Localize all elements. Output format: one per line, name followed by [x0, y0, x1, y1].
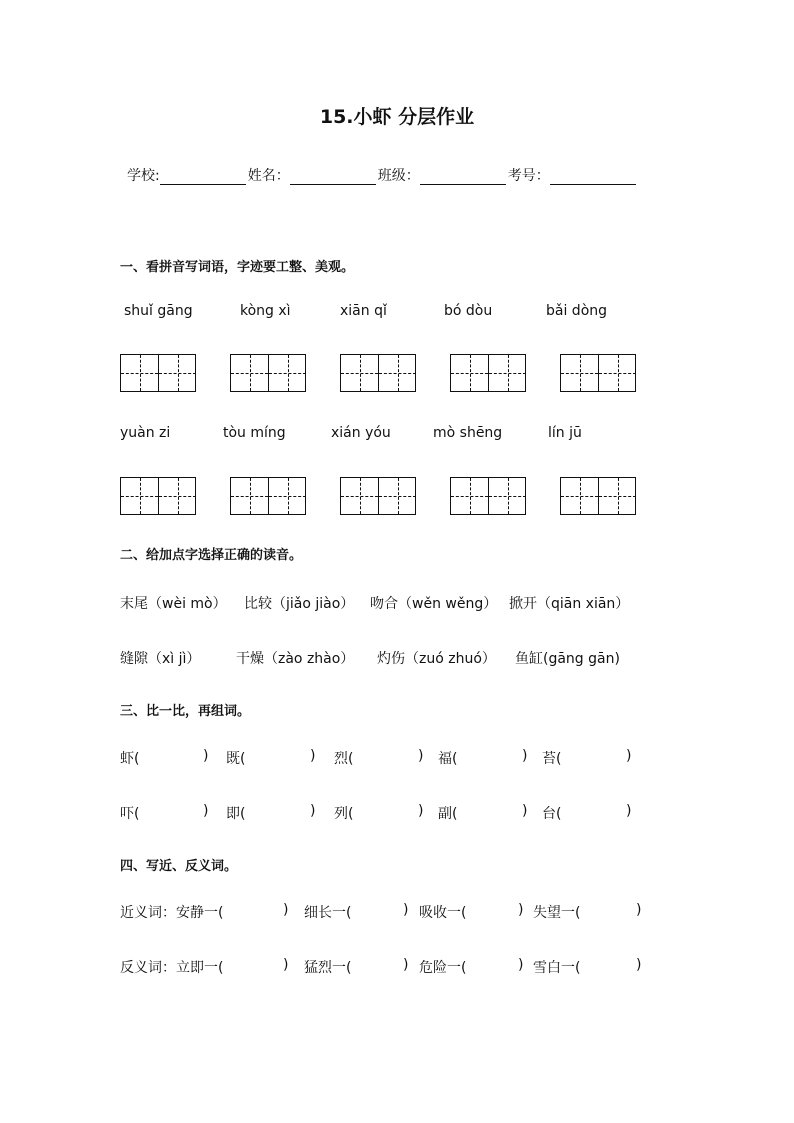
synonym-close: ) [403, 902, 409, 918]
compare-char: 台( [542, 806, 562, 822]
tianzige-box[interactable] [450, 477, 526, 515]
reading-item: 比较（jiǎo jiào） [244, 596, 355, 612]
antonym-item: 雪白一( [533, 960, 581, 976]
tianzige-box[interactable] [340, 354, 416, 392]
antonym-item: 危险一( [419, 960, 467, 976]
name-label: 姓名： [247, 168, 290, 184]
tianzige-box[interactable] [230, 477, 306, 515]
synonym-item: 吸收一( [419, 905, 467, 921]
compare-close: ) [310, 803, 316, 819]
tianzige-box[interactable] [560, 354, 636, 392]
compare-close: ) [522, 748, 528, 764]
antonym-close: ) [403, 957, 409, 973]
compare-char: 列( [334, 806, 354, 822]
section2-heading: 二、给加点字选择正确的读音。 [120, 548, 303, 563]
pinyin-item: mò shēng [433, 425, 503, 441]
compare-char: 烈( [334, 751, 354, 767]
compare-close: ) [418, 803, 424, 819]
synonym-close: ) [518, 902, 524, 918]
compare-char: 吓( [120, 806, 140, 822]
antonym-item: 反义词：立即一( [120, 960, 224, 976]
tianzige-box[interactable] [340, 477, 416, 515]
section4-heading: 四、写近、反义词。 [120, 859, 238, 874]
name-blank[interactable] [290, 170, 376, 185]
tianzige-box[interactable] [230, 354, 306, 392]
reading-item: 干燥（zào zhào） [236, 651, 355, 667]
compare-char: 福( [438, 751, 458, 767]
synonym-item: 近义词：安静一( [120, 905, 224, 921]
reading-item: 缝隙（xì jì） [120, 651, 201, 667]
tianzige-box[interactable] [560, 477, 636, 515]
antonym-close: ) [636, 957, 642, 973]
compare-close: ) [626, 803, 632, 819]
compare-close: ) [418, 748, 424, 764]
reading-item: 鱼缸(gāng gān) [515, 651, 620, 667]
synonym-close: ) [283, 902, 289, 918]
compare-close: ) [522, 803, 528, 819]
pinyin-item: yuàn zi [120, 425, 171, 441]
compare-close: ) [203, 803, 209, 819]
pinyin-item: lín jū [548, 425, 582, 441]
compare-char: 虾( [120, 751, 140, 767]
antonym-close: ) [283, 957, 289, 973]
pinyin-item: xián yóu [331, 425, 391, 441]
pinyin-item: kòng xì [240, 303, 291, 319]
tianzige-box[interactable] [120, 354, 196, 392]
pinyin-item: bǎi dòng [546, 303, 608, 319]
compare-char: 即( [226, 806, 246, 822]
school-blank[interactable] [160, 170, 246, 185]
class-blank[interactable] [420, 170, 506, 185]
compare-close: ) [310, 748, 316, 764]
number-blank[interactable] [550, 170, 636, 185]
reading-item: 掀开（qiān xiān） [509, 596, 630, 612]
compare-char: 副( [438, 806, 458, 822]
pinyin-item: bó dòu [444, 303, 493, 319]
class-label: 班级： [377, 168, 420, 184]
compare-char: 苔( [542, 751, 562, 767]
synonym-item: 失望一( [533, 905, 581, 921]
compare-close: ) [203, 748, 209, 764]
tianzige-box[interactable] [450, 354, 526, 392]
section3-heading: 三、比一比，再组词。 [120, 704, 251, 719]
reading-item: 末尾（wèi mò） [120, 596, 227, 612]
pinyin-item: xiān qǐ [340, 303, 387, 319]
compare-close: ) [626, 748, 632, 764]
synonym-item: 细长一( [304, 905, 352, 921]
school-label: 学校: [127, 168, 160, 184]
reading-item: 灼伤（zuó zhuó） [377, 651, 496, 667]
student-info-line [127, 165, 638, 185]
pinyin-item: tòu míng [223, 425, 286, 441]
antonym-close: ) [518, 957, 524, 973]
synonym-close: ) [636, 902, 642, 918]
pinyin-item: shuǐ gāng [124, 303, 193, 319]
section1-heading: 一、看拼音写词语，字迹要工整、美观。 [120, 260, 355, 275]
antonym-item: 猛烈一( [304, 960, 352, 976]
tianzige-box[interactable] [120, 477, 196, 515]
reading-item: 吻合（wěn wěng） [370, 596, 498, 612]
number-label: 考号： [507, 168, 550, 184]
page-title: 15.小虾 分层作业 [319, 106, 475, 128]
compare-char: 既( [226, 751, 246, 767]
